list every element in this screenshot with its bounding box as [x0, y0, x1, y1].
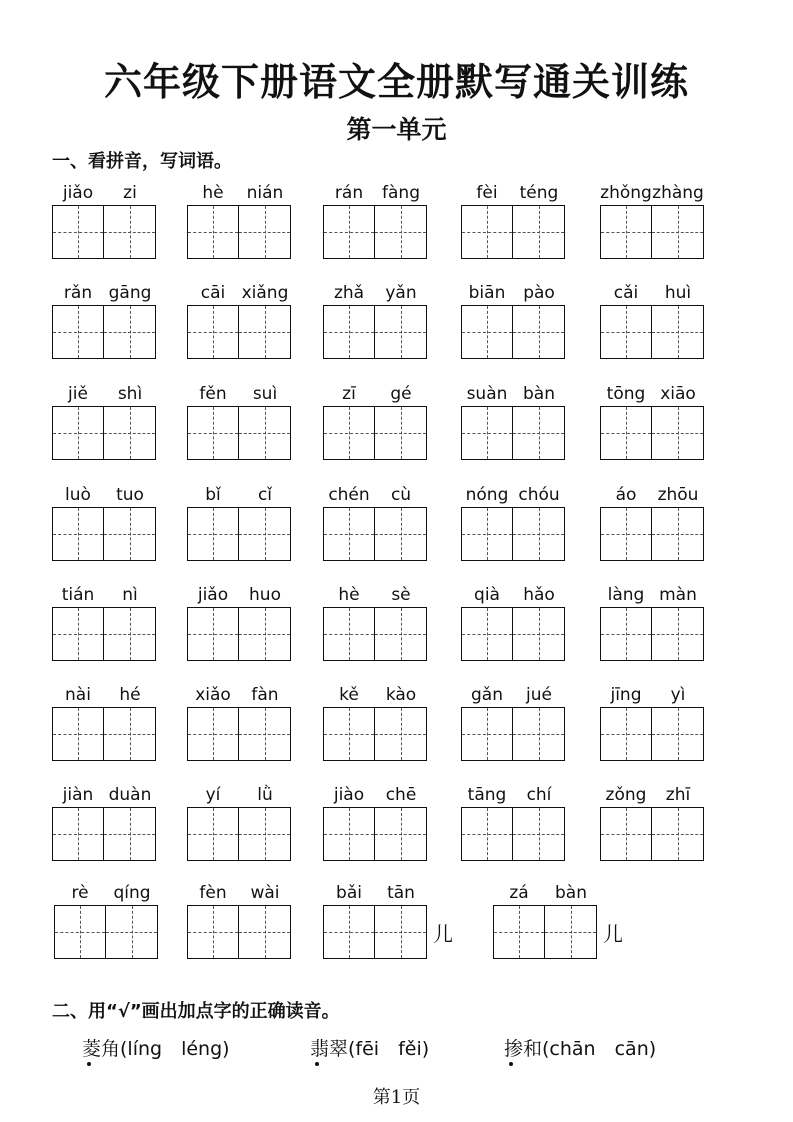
pinyin-label: wài — [250, 883, 280, 903]
writing-box[interactable] — [461, 205, 565, 259]
writing-cell[interactable] — [239, 906, 290, 958]
writing-cell[interactable] — [324, 708, 375, 760]
pinyin-label: yǎn — [385, 283, 417, 303]
pinyin-label: chén — [328, 485, 370, 505]
pinyin-label: hǎo — [523, 585, 555, 605]
pinyin-label: xiāo — [660, 384, 696, 404]
pinyin-label: shì — [117, 384, 143, 404]
writing-cell[interactable] — [104, 608, 155, 660]
writing-box[interactable] — [52, 305, 156, 359]
pinyin-label: tāng — [467, 785, 507, 805]
pinyin-label: fàng — [382, 183, 420, 203]
pinyin-label: qià — [474, 585, 500, 605]
pinyin-label: màn — [659, 585, 697, 605]
writing-cell[interactable] — [375, 407, 426, 459]
writing-cell[interactable] — [375, 306, 426, 358]
writing-cell[interactable] — [104, 508, 155, 560]
writing-cell[interactable] — [375, 708, 426, 760]
writing-cell[interactable] — [601, 608, 652, 660]
pinyin-label: suì — [252, 384, 278, 404]
writing-box[interactable] — [323, 406, 427, 460]
pinyin-label: sè — [391, 585, 411, 605]
writing-box[interactable] — [461, 607, 565, 661]
pinyin-label: jué — [526, 685, 552, 705]
pinyin-label: bàn — [555, 883, 587, 903]
writing-cell[interactable] — [601, 808, 652, 860]
pinyin-label: tōng — [606, 384, 646, 404]
pinyin-label: téng — [519, 183, 559, 203]
writing-box[interactable] — [323, 205, 427, 259]
writing-cell[interactable] — [104, 808, 155, 860]
writing-cell[interactable] — [375, 206, 426, 258]
pinyin-label: gǎn — [471, 685, 503, 705]
reading-item-word: 菱角 — [82, 1038, 121, 1060]
pinyin-label: cāi — [200, 283, 226, 303]
writing-cell[interactable] — [513, 608, 564, 660]
pinyin-label: cǐ — [257, 485, 273, 505]
pinyin-label: cù — [390, 485, 412, 505]
writing-box[interactable] — [187, 305, 291, 359]
writing-cell[interactable] — [652, 808, 703, 860]
pinyin-label: jiě — [68, 384, 88, 404]
writing-cell[interactable] — [239, 508, 290, 560]
pinyin-label: fèn — [199, 883, 227, 903]
pinyin-label: fèi — [476, 183, 498, 203]
pinyin-label: yí — [205, 785, 221, 805]
pinyin-label: fàn — [251, 685, 279, 705]
reading-item-3 — [504, 1036, 656, 1062]
writing-cell[interactable] — [601, 407, 652, 459]
writing-box[interactable] — [187, 707, 291, 761]
writing-box[interactable] — [600, 607, 704, 661]
writing-box[interactable] — [600, 707, 704, 761]
writing-cell[interactable] — [104, 306, 155, 358]
writing-cell[interactable] — [324, 306, 375, 358]
writing-cell[interactable] — [53, 206, 104, 258]
pinyin-label: nián — [246, 183, 284, 203]
writing-cell[interactable] — [104, 708, 155, 760]
pinyin-label: hè — [338, 585, 360, 605]
writing-cell[interactable] — [462, 608, 513, 660]
writing-cell[interactable] — [188, 407, 239, 459]
writing-box[interactable] — [461, 707, 565, 761]
writing-cell[interactable] — [324, 608, 375, 660]
pinyin-label: huo — [249, 585, 281, 605]
pinyin-label: huì — [664, 283, 692, 303]
pinyin-label: bàn — [523, 384, 555, 404]
writing-box[interactable] — [52, 507, 156, 561]
writing-cell[interactable] — [324, 508, 375, 560]
writing-box[interactable] — [493, 905, 597, 959]
writing-cell[interactable] — [652, 708, 703, 760]
page-title: 六年级下册语文全册默写通关训练 — [103, 59, 689, 104]
writing-cell[interactable] — [652, 508, 703, 560]
writing-cell[interactable] — [188, 608, 239, 660]
writing-cell[interactable] — [513, 306, 564, 358]
writing-cell[interactable] — [462, 508, 513, 560]
writing-box[interactable] — [600, 807, 704, 861]
pinyin-label: zhǒng — [600, 183, 652, 203]
writing-cell[interactable] — [53, 808, 104, 860]
writing-cell[interactable] — [462, 206, 513, 258]
writing-cell[interactable] — [324, 407, 375, 459]
writing-cell[interactable] — [462, 808, 513, 860]
writing-cell[interactable] — [545, 906, 596, 958]
pinyin-label: luò — [65, 485, 91, 505]
writing-box[interactable] — [323, 707, 427, 761]
pinyin-label: fěn — [199, 384, 227, 404]
pinyin-label: chē — [385, 785, 417, 805]
writing-box[interactable] — [52, 707, 156, 761]
pinyin-label: tān — [387, 883, 415, 903]
pinyin-label: gāng — [108, 283, 152, 303]
writing-cell[interactable] — [601, 206, 652, 258]
writing-box[interactable] — [461, 507, 565, 561]
writing-cell[interactable] — [652, 206, 703, 258]
pinyin-label: rán — [334, 183, 364, 203]
writing-cell[interactable] — [104, 407, 155, 459]
suffix-char: 儿 — [433, 922, 453, 946]
reading-item-word: 翡翠 — [310, 1038, 349, 1060]
pinyin-label: rè — [71, 883, 89, 903]
writing-cell[interactable] — [188, 708, 239, 760]
writing-cell[interactable] — [375, 508, 426, 560]
writing-box[interactable] — [187, 205, 291, 259]
pinyin-label: pào — [523, 283, 555, 303]
writing-box[interactable] — [187, 507, 291, 561]
pinyin-label: xiǎo — [195, 685, 231, 705]
writing-box[interactable] — [187, 406, 291, 460]
reading-item-word: 掺和 — [504, 1038, 543, 1060]
writing-box[interactable] — [461, 406, 565, 460]
writing-cell[interactable] — [53, 708, 104, 760]
pinyin-label: jīng — [610, 685, 642, 705]
pinyin-label: kào — [385, 685, 417, 705]
pinyin-label: zī — [342, 384, 356, 404]
writing-box[interactable] — [600, 406, 704, 460]
reading-item-options: (líng léng) — [120, 1038, 230, 1060]
writing-cell[interactable] — [239, 407, 290, 459]
writing-cell[interactable] — [324, 808, 375, 860]
pinyin-label: jiào — [333, 785, 365, 805]
pinyin-label: bǐ — [205, 485, 221, 505]
writing-cell[interactable] — [462, 407, 513, 459]
writing-box[interactable] — [600, 507, 704, 561]
writing-cell[interactable] — [652, 608, 703, 660]
pinyin-label: xiǎng — [241, 283, 289, 303]
reading-item-options: (chān cān) — [542, 1038, 657, 1060]
writing-cell[interactable] — [53, 508, 104, 560]
pinyin-label: zhàng — [652, 183, 704, 203]
writing-box[interactable] — [323, 305, 427, 359]
pinyin-label: jiǎo — [62, 183, 94, 203]
writing-cell[interactable] — [324, 906, 375, 958]
pinyin-label: zá — [509, 883, 529, 903]
pinyin-label: bǎi — [336, 883, 362, 903]
writing-box[interactable] — [323, 905, 427, 959]
pinyin-label: rǎn — [63, 283, 93, 303]
writing-cell[interactable] — [106, 906, 157, 958]
writing-cell[interactable] — [188, 206, 239, 258]
pinyin-label: nì — [122, 585, 138, 605]
writing-box[interactable] — [187, 905, 291, 959]
writing-cell[interactable] — [513, 206, 564, 258]
writing-cell[interactable] — [601, 306, 652, 358]
writing-cell[interactable] — [601, 508, 652, 560]
pinyin-label: nài — [65, 685, 91, 705]
writing-cell[interactable] — [53, 407, 104, 459]
writing-cell[interactable] — [239, 306, 290, 358]
writing-cell[interactable] — [188, 508, 239, 560]
pinyin-label: zǒng — [605, 785, 647, 805]
writing-cell[interactable] — [513, 508, 564, 560]
pinyin-label: jiàn — [62, 785, 94, 805]
writing-cell[interactable] — [513, 407, 564, 459]
writing-cell[interactable] — [239, 808, 290, 860]
section-2-heading: 二、用“√”画出加点字的正确读音。 — [52, 1001, 340, 1022]
pinyin-label: chóu — [518, 485, 560, 505]
pinyin-label: zhǎ — [333, 283, 365, 303]
pinyin-label: zhōu — [657, 485, 699, 505]
pinyin-label: yì — [670, 685, 686, 705]
pinyin-label: kě — [339, 685, 359, 705]
writing-box[interactable] — [461, 305, 565, 359]
writing-box[interactable] — [323, 607, 427, 661]
writing-cell[interactable] — [239, 206, 290, 258]
writing-cell[interactable] — [494, 906, 545, 958]
pinyin-label: suàn — [466, 384, 508, 404]
writing-cell[interactable] — [375, 906, 426, 958]
pinyin-label: làng — [607, 585, 645, 605]
writing-box[interactable] — [187, 807, 291, 861]
pinyin-label: áo — [615, 485, 637, 505]
section-1-heading: 一、看拼音，写词语。 — [52, 151, 232, 172]
writing-box[interactable] — [52, 205, 156, 259]
writing-box[interactable] — [600, 205, 704, 259]
pinyin-label: zi — [123, 183, 137, 203]
writing-box[interactable] — [52, 807, 156, 861]
writing-box[interactable] — [323, 807, 427, 861]
pinyin-label: lǜ — [257, 785, 273, 805]
suffix-char: 儿 — [603, 922, 623, 946]
writing-box[interactable] — [461, 807, 565, 861]
pinyin-label: duàn — [108, 785, 152, 805]
pinyin-label: chí — [526, 785, 552, 805]
writing-cell[interactable] — [188, 306, 239, 358]
writing-cell[interactable] — [53, 608, 104, 660]
pinyin-label: zhī — [665, 785, 691, 805]
writing-cell[interactable] — [104, 206, 155, 258]
reading-item-1 — [82, 1036, 230, 1062]
pinyin-label: jiǎo — [197, 585, 229, 605]
writing-cell[interactable] — [462, 708, 513, 760]
emphasis-dot — [87, 1062, 91, 1066]
unit-title: 第一单元 — [346, 115, 447, 144]
writing-cell[interactable] — [188, 906, 239, 958]
pinyin-label: tuo — [116, 485, 144, 505]
emphasis-dot — [509, 1062, 513, 1066]
writing-box[interactable] — [52, 607, 156, 661]
writing-cell[interactable] — [462, 306, 513, 358]
writing-box[interactable] — [54, 905, 158, 959]
writing-cell[interactable] — [53, 306, 104, 358]
pinyin-label: nóng — [465, 485, 509, 505]
writing-cell[interactable] — [375, 608, 426, 660]
pinyin-label: qíng — [113, 883, 151, 903]
writing-cell[interactable] — [601, 708, 652, 760]
writing-cell[interactable] — [188, 808, 239, 860]
pinyin-label: hè — [202, 183, 224, 203]
writing-cell[interactable] — [324, 206, 375, 258]
pinyin-label: hé — [119, 685, 141, 705]
writing-cell[interactable] — [513, 808, 564, 860]
writing-box[interactable] — [187, 607, 291, 661]
pinyin-label: biān — [468, 283, 506, 303]
pinyin-label: gé — [390, 384, 412, 404]
pinyin-label: cǎi — [613, 283, 639, 303]
writing-cell[interactable] — [239, 608, 290, 660]
reading-item-2 — [310, 1036, 429, 1062]
writing-cell[interactable] — [375, 808, 426, 860]
reading-item-options: (fēi fěi) — [348, 1038, 430, 1060]
writing-cell[interactable] — [652, 306, 703, 358]
emphasis-dot — [315, 1062, 319, 1066]
writing-cell[interactable] — [513, 708, 564, 760]
writing-box[interactable] — [52, 406, 156, 460]
writing-box[interactable] — [600, 305, 704, 359]
writing-cell[interactable] — [55, 906, 106, 958]
writing-cell[interactable] — [652, 407, 703, 459]
pinyin-label: tián — [61, 585, 95, 605]
writing-cell[interactable] — [239, 708, 290, 760]
writing-box[interactable] — [323, 507, 427, 561]
page-number: 第1页 — [372, 1087, 421, 1108]
